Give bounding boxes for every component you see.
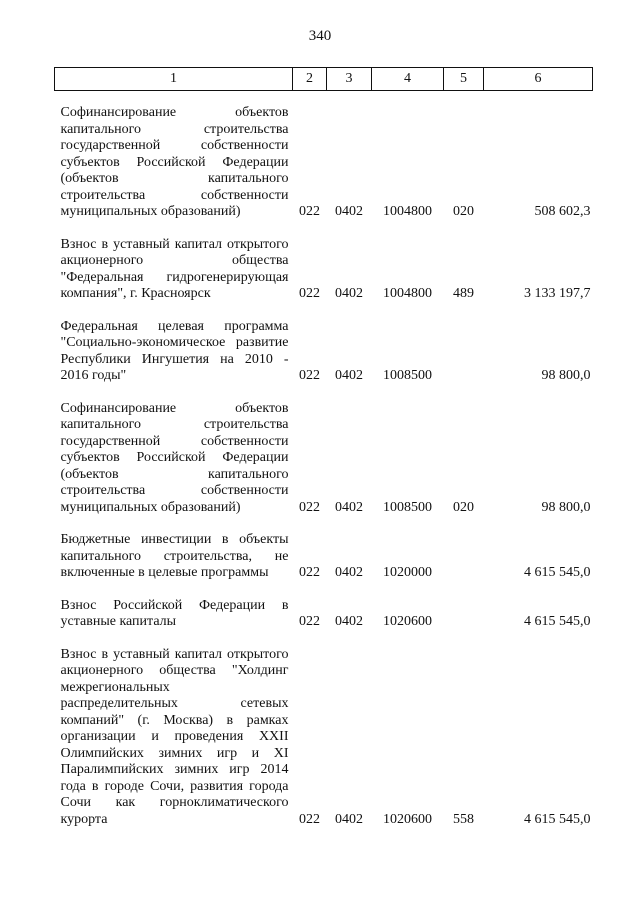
row-description: Софинансирование объектов капитального строительства государственной собственности субъектов Российской Федерации (объектов капитального строительства собственности муниципальных образований) bbox=[60, 105, 289, 219]
row-description: Взнос Российской Федерации в уставные капиталы bbox=[60, 597, 289, 629]
row-col-4: 1020600 bbox=[383, 614, 432, 629]
row-description: Бюджетные инвестиции в объекты капитального строительства, не включенные в целевые программы bbox=[60, 532, 289, 580]
row-col-5: 020 bbox=[453, 204, 474, 219]
row-col-5: 020 bbox=[453, 499, 474, 515]
row-col-3: 0402 bbox=[335, 614, 363, 629]
row-amount: 3 133 197,7 bbox=[524, 286, 591, 301]
row-col-3: 0402 bbox=[335, 565, 363, 580]
table-row bbox=[55, 401, 593, 517]
table-header bbox=[55, 68, 593, 91]
row-col-5 bbox=[444, 319, 484, 385]
row-col-4: 1004800 bbox=[383, 286, 432, 301]
row-amount: 98 800,0 bbox=[541, 499, 591, 515]
row-col-5: 558 bbox=[453, 811, 474, 827]
table-row bbox=[55, 237, 593, 303]
row-spacer bbox=[55, 303, 593, 319]
spacer-cell bbox=[55, 221, 593, 237]
header-col-1: 1 bbox=[55, 68, 293, 91]
row-col-4: 1004800 bbox=[383, 204, 432, 219]
page-number: 340 bbox=[308, 28, 332, 44]
row-amount: 4 615 545,0 bbox=[524, 614, 591, 629]
row-col-3: 0402 bbox=[335, 499, 363, 515]
row-description: Взнос в уставный капитал открытого акционерного общества "Холдинг межрегиональных распределительных сетевых компаний" (г. Москва) в рамках организации и проведения XXII Олимпийских зимних игр и XI Паралимпийских зимних игр 2014 года в городе Сочи, развития города Сочи как горноклиматического курорта bbox=[60, 646, 289, 827]
row-col-2: 022 bbox=[299, 614, 320, 629]
table-row bbox=[55, 319, 593, 385]
row-spacer bbox=[55, 516, 593, 532]
row-col-3: 0402 bbox=[335, 811, 363, 827]
row-col-2: 022 bbox=[299, 811, 320, 827]
table-row bbox=[55, 532, 593, 582]
table-row bbox=[55, 647, 593, 829]
spacer-cell bbox=[55, 303, 593, 319]
header-col-4: 4 bbox=[372, 68, 444, 91]
table-row bbox=[55, 598, 593, 631]
row-amount: 4 615 545,0 bbox=[524, 565, 591, 580]
header-col-5: 5 bbox=[444, 68, 484, 91]
row-amount: 98 800,0 bbox=[541, 368, 591, 383]
row-col-5 bbox=[444, 532, 484, 582]
row-col-2: 022 bbox=[299, 286, 320, 301]
row-amount: 4 615 545,0 bbox=[524, 811, 591, 827]
row-spacer bbox=[55, 631, 593, 647]
row-col-5 bbox=[444, 598, 484, 631]
header-col-2: 2 bbox=[293, 68, 327, 91]
table-body bbox=[55, 91, 593, 829]
row-description: Взнос в уставный капитал открытого акционерного общества "Федеральная гидрогенерирующая компания", г. Красноярск bbox=[60, 236, 289, 301]
row-col-2: 022 bbox=[299, 368, 320, 383]
row-description: Федеральная целевая программа "Социально-экономическое развитие Республики Ингушетия на 2010 - 2016 годы" bbox=[60, 318, 289, 383]
budget-table bbox=[54, 67, 593, 828]
table-header-row bbox=[55, 68, 593, 91]
row-spacer bbox=[55, 582, 593, 598]
row-col-4: 1020000 bbox=[383, 565, 432, 580]
row-col-2: 022 bbox=[299, 204, 320, 219]
row-col-2: 022 bbox=[299, 499, 320, 515]
spacer-cell bbox=[55, 582, 593, 598]
header-col-3: 3 bbox=[327, 68, 372, 91]
header-col-6: 6 bbox=[484, 68, 593, 91]
spacer-cell bbox=[55, 631, 593, 647]
row-col-2: 022 bbox=[299, 565, 320, 580]
row-col-3: 0402 bbox=[335, 368, 363, 383]
spacer-cell bbox=[55, 385, 593, 401]
row-spacer bbox=[55, 221, 593, 237]
row-col-4: 1020600 bbox=[383, 811, 432, 827]
row-col-3: 0402 bbox=[335, 204, 363, 219]
row-col-4: 1008500 bbox=[383, 499, 432, 515]
row-col-3: 0402 bbox=[335, 286, 363, 301]
spacer-cell bbox=[55, 516, 593, 532]
row-amount: 508 602,3 bbox=[534, 204, 591, 219]
row-col-5: 489 bbox=[453, 286, 474, 301]
row-spacer bbox=[55, 385, 593, 401]
row-description: Софинансирование объектов капитального строительства государственной собственности субъектов Российской Федерации (объектов капитального строительства собственности муниципальных образований) bbox=[60, 400, 289, 515]
table-row bbox=[55, 91, 593, 221]
row-col-4: 1008500 bbox=[383, 368, 432, 383]
